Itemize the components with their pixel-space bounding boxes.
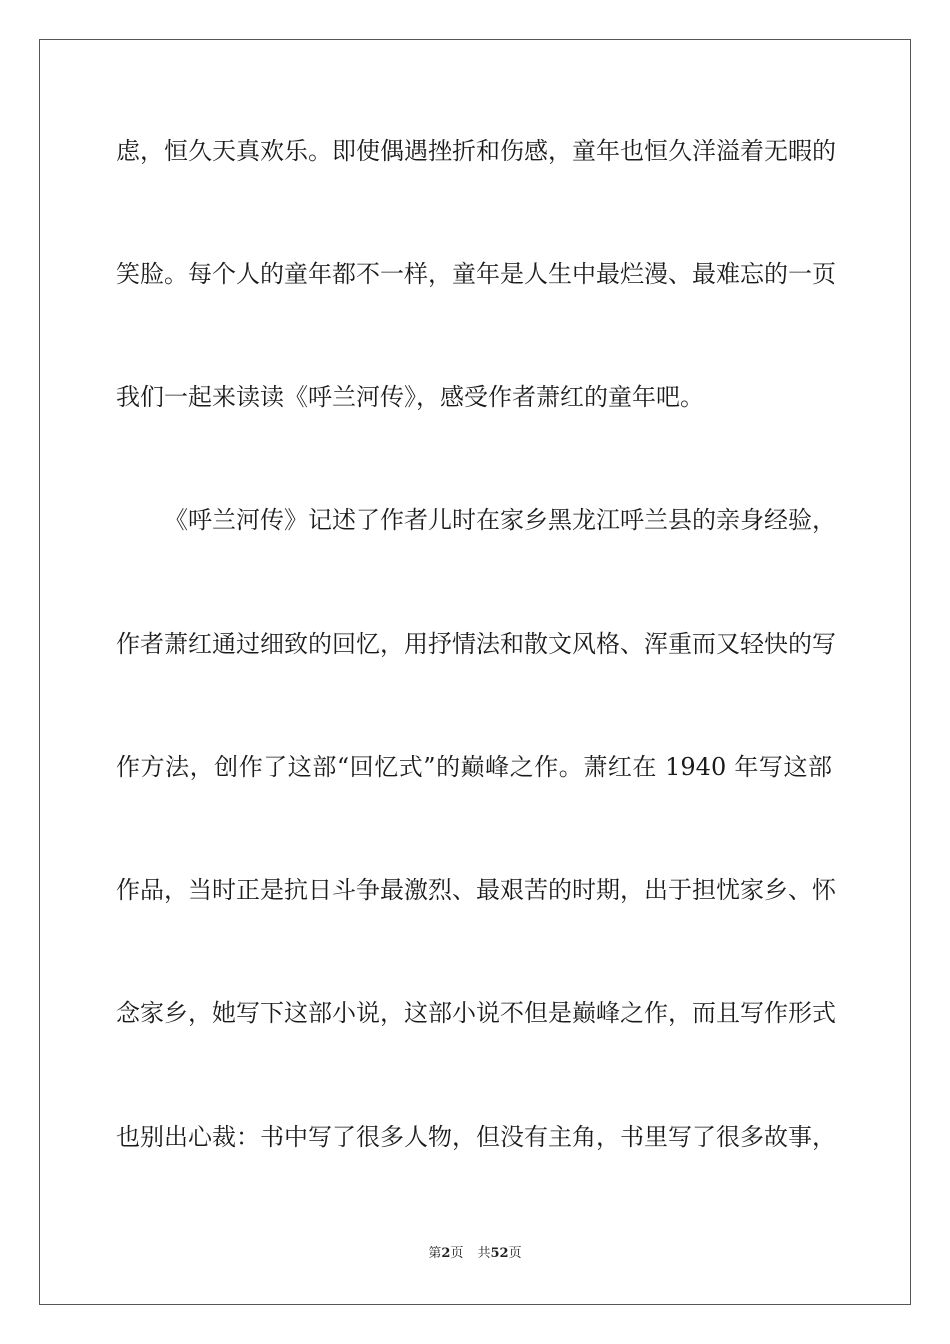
page-prefix: 第 bbox=[428, 1246, 442, 1261]
body-text-line-6: 作方法，创作了这部“回忆式”的巅峰之作。萧红在 1940 年写这部 bbox=[116, 753, 832, 781]
page-current: 2 bbox=[441, 1246, 451, 1261]
page-total: 52 bbox=[490, 1246, 509, 1261]
body-text-line-2: 笑脸。每个人的童年都不一样，童年是人生中最烂漫、最难忘的一页 bbox=[116, 260, 836, 288]
body-text-line-8: 念家乡，她写下这部小说，这部小说不但是巅峰之作，而且写作形式 bbox=[116, 999, 836, 1027]
body-text-line-3: 我们一起来读读《呼兰河传》，感受作者萧红的童年吧。 bbox=[116, 383, 704, 411]
page-footer bbox=[0, 1245, 950, 1263]
total-suffix: 页 bbox=[508, 1246, 522, 1261]
body-text-line-4: 《呼兰河传》记述了作者儿时在家乡黑龙江呼兰县的亲身经验， bbox=[164, 506, 836, 534]
body-text-line-7: 作品，当时正是抗日斗争最激烈、最艰苦的时期，出于担忧家乡、怀 bbox=[116, 876, 836, 904]
total-prefix: 共 bbox=[477, 1246, 491, 1261]
body-text-line-5: 作者萧红通过细致的回忆，用抒情法和散文风格、浑重而又轻快的写 bbox=[116, 630, 836, 658]
page-suffix: 页 bbox=[450, 1246, 464, 1261]
body-text-line-9: 也别出心裁：书中写了很多人物，但没有主角，书里写了很多故事， bbox=[116, 1123, 836, 1151]
body-text-line-1: 虑，恒久天真欢乐。即使偶遇挫折和伤感，童年也恒久洋溢着无暇的 bbox=[116, 137, 836, 165]
page-border bbox=[39, 39, 911, 1305]
